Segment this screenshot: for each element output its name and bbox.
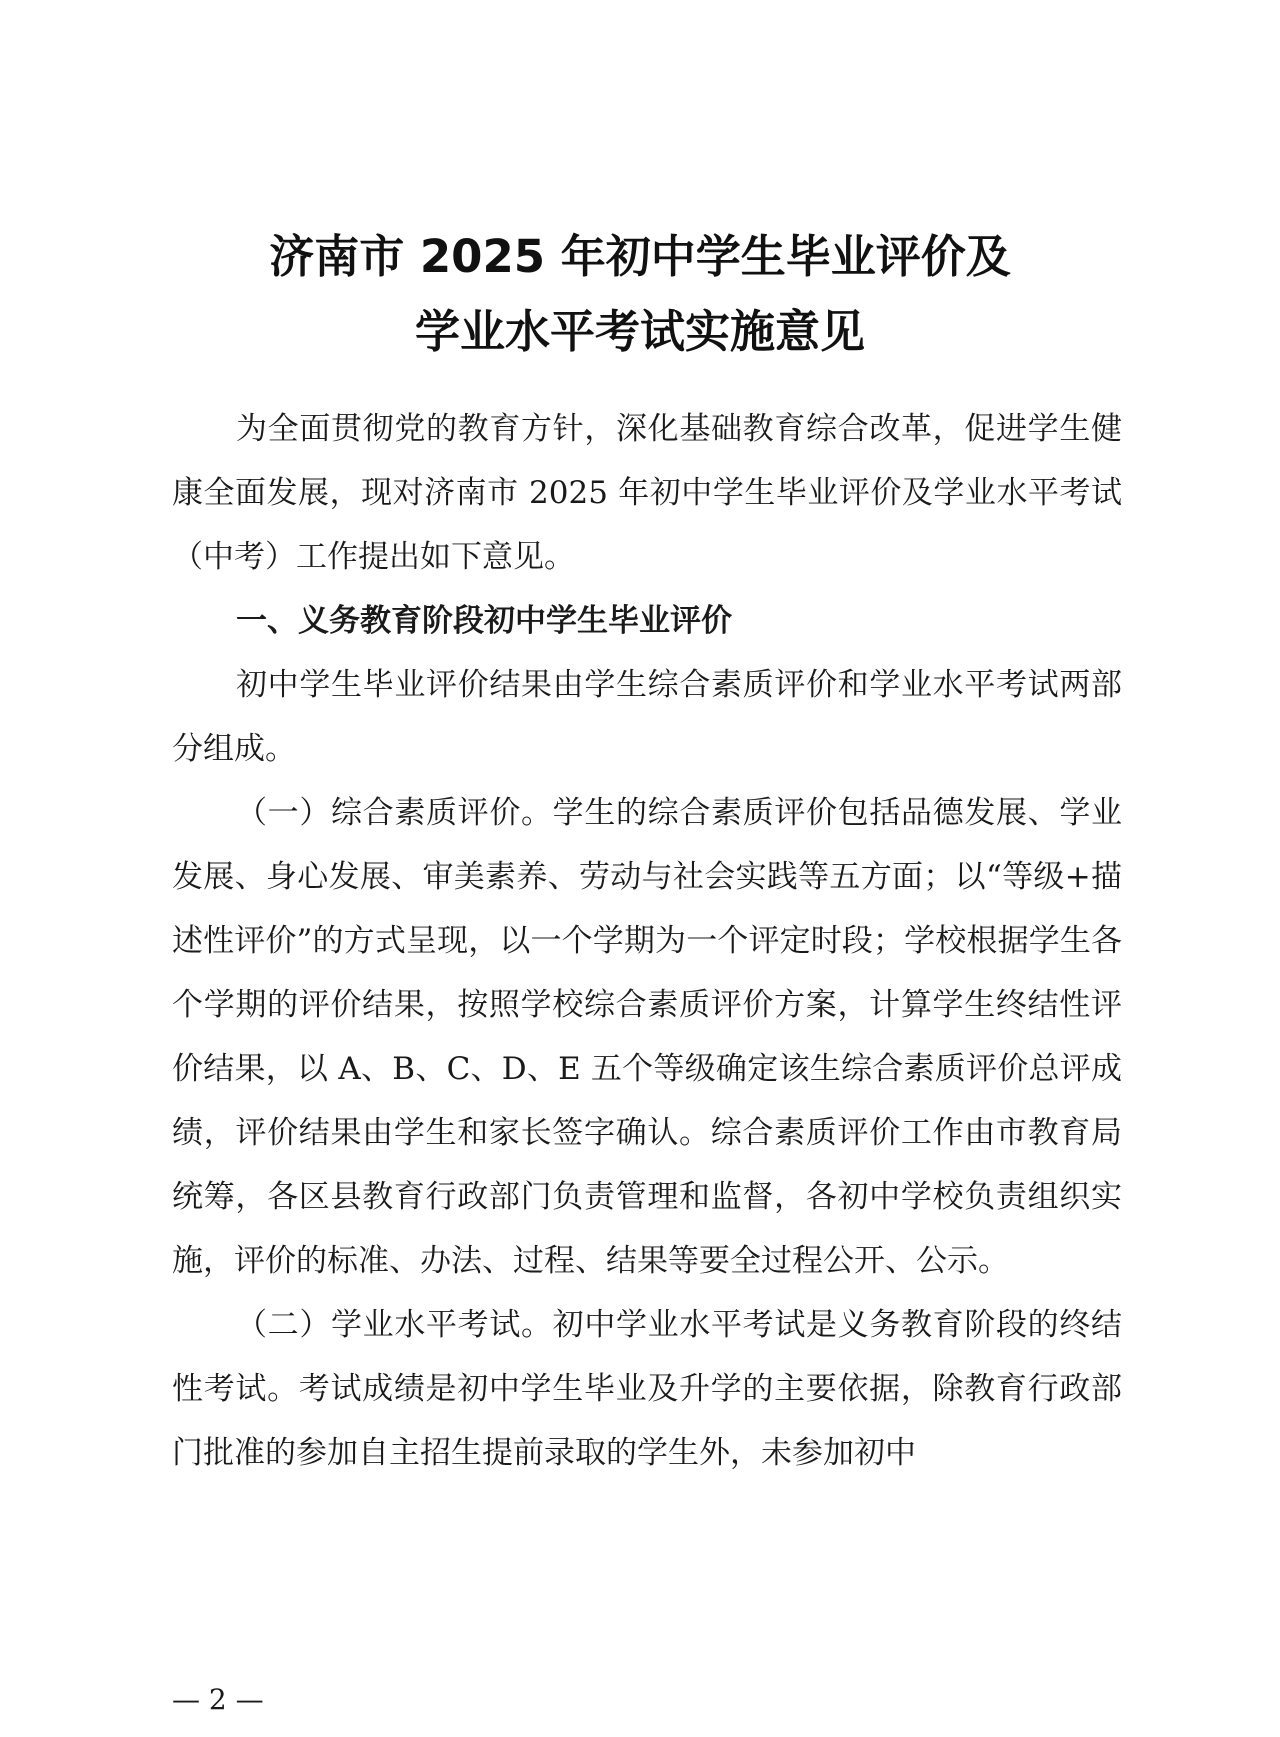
document-title-line-2: 学业水平考试实施意见 (414, 305, 865, 358)
document-title-line-1: 济南市 2025 年初中学生毕业评价及 (269, 230, 1011, 283)
body-paragraph: 初中学生毕业评价结果由学生综合素质评价和学业水平考试两部分组成。 (172, 667, 1122, 767)
intro-paragraph: 为全面贯彻党的教育方针，深化基础教育综合改革，促进学生健康全面发展，现对济南市 2025 年初中学生毕业评价及学业水平考试（中考）工作提出如下意见。 (172, 411, 1122, 575)
page-number: — 2 — (172, 1683, 264, 1716)
body-paragraph: （二）学业水平考试。初中学业水平考试是义务教育阶段的终结性考试。考试成绩是初中学生毕业及升学的主要依据，除教育行政部门批准的参加自主招生提前录取的学生外，未参加初中 (172, 1307, 1122, 1471)
document-body (172, 397, 1122, 1485)
section-heading-1: 一、义务教育阶段初中学生毕业评价 (236, 603, 732, 639)
body-paragraph: （一）综合素质评价。学生的综合素质评价包括品德发展、学业发展、身心发展、审美素养、劳动与社会实践等五方面；以“等级+描述性评价”的方式呈现，以一个学期为一个评定时段；学校根据学生各个学期的评价结果，按照学校综合素质评价方案，计算学生终结性评价结果，以 A、B、C、D、E 五个等级确定该生综合素质评价总评成绩，评价结果由学生和家长签字确认。综合素质评价工作由市教育局统筹，各区县教育行政部门负责管理和监督，各初中学校负责组织实施，评价的标准、办法、过程、结果等要全过程公开、公示。 (172, 795, 1122, 1279)
